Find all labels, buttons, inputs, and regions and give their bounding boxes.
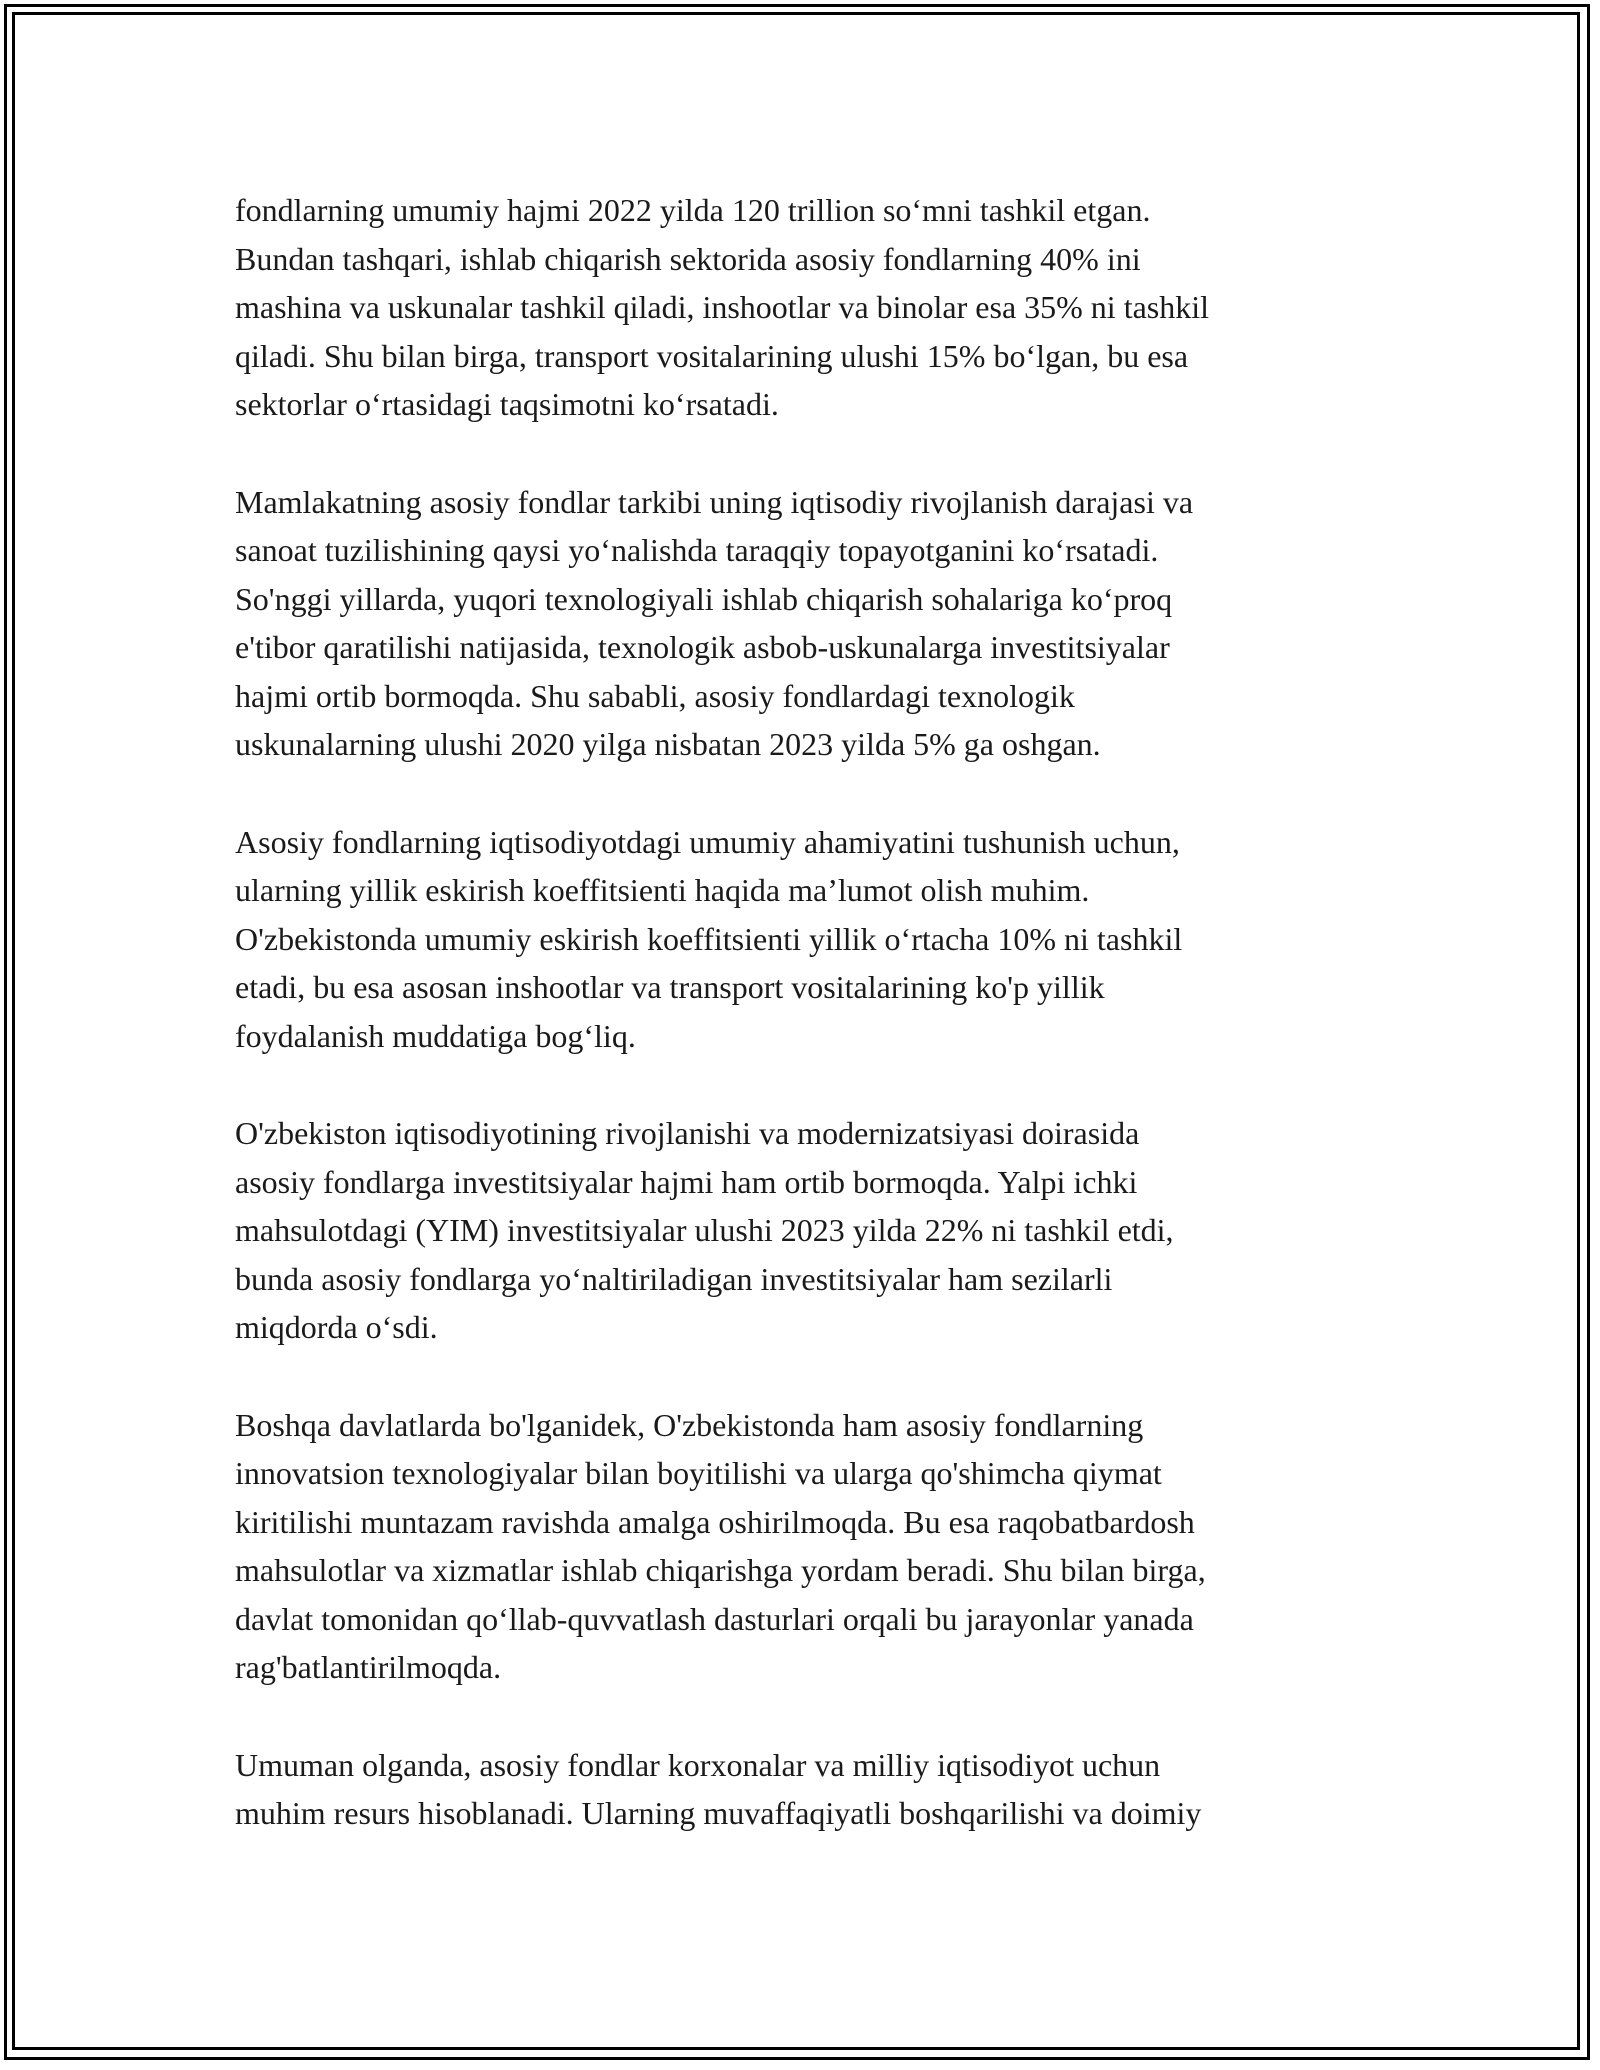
paragraph-3 xyxy=(235,818,1365,1061)
text-line: Asosiy fondlarning iqtisodiyotdagi umumiy ahamiyatini tushunish uchun, xyxy=(235,823,1180,860)
text-line: asosiy fondlarga investitsiyalar hajmi ham ortib bormoqda. Yalpi ichki xyxy=(235,1163,1138,1200)
text-line: qiladi. Shu bilan birga, transport vositalarining ulushi 15% bo‘lgan, bu esa xyxy=(235,337,1189,374)
text-line: mahsulotdagi (YIM) investitsiyalar ulushi 2023 yilda 22% ni tashkil etdi, xyxy=(235,1212,1174,1248)
paragraph-2 xyxy=(235,478,1365,769)
text-line: mashina va uskunalar tashkil qiladi, inshootlar va binolar esa 35% ni tashkil xyxy=(235,289,1210,325)
text-line: muhim resurs hisoblanadi. Ularning muvaffaqiyatli boshqarilishi va doimiy xyxy=(235,1795,1202,1831)
text-line: Mamlakatning asosiy fondlar tarkibi uning iqtisodiy rivojlanish darajasi va xyxy=(235,483,1194,520)
text-line: ularning yillik eskirish koeffitsienti haqida ma’lumot olish muhim. xyxy=(235,872,1090,908)
text-line: Boshqa davlatlarda bo'lganidek, O'zbekistonda ham asosiy fondlarning xyxy=(235,1406,1144,1443)
text-line: uskunalarning ulushi 2020 yilga nisbatan 2023 yilda 5% ga oshgan. xyxy=(235,726,1101,762)
text-line: So'nggi yillarda, yuqori texnologiyali ishlab chiqarish sohalariga ko‘proq xyxy=(235,580,1173,617)
text-line: Bundan tashqari, ishlab chiqarish sektorida asosiy fondlarning 40% ini xyxy=(235,240,1141,277)
paragraph-5 xyxy=(235,1401,1365,1692)
text-line: bunda asosiy fondlarga yo‘naltiriladigan investitsiyalar ham sezilarli xyxy=(235,1260,1113,1297)
document-body xyxy=(235,186,1365,1887)
text-line: mahsulotlar va xizmatlar ishlab chiqarishga yordam beradi. Shu bilan birga, xyxy=(235,1552,1206,1588)
text-line: Umuman olganda, asosiy fondlar korxonalar va milliy iqtisodiyot uchun xyxy=(235,1746,1161,1783)
text-line: foydalanish muddatiga bog‘liq. xyxy=(235,1017,636,1054)
text-line: hajmi ortib bormoqda. Shu sababli, asosiy fondlardagi texnologik xyxy=(235,677,1075,714)
paragraph-1 xyxy=(235,186,1365,429)
text-line: etadi, bu esa asosan inshootlar va transport vositalarining ko'p yillik xyxy=(235,969,1105,1005)
text-line: davlat tomonidan qo‘llab-quvvatlash dasturlari orqali bu jarayonlar yanada xyxy=(235,1600,1194,1637)
paragraph-6 xyxy=(235,1741,1365,1838)
text-line: kiritilishi muntazam ravishda amalga oshirilmoqda. Bu esa raqobatbardosh xyxy=(235,1503,1195,1540)
text-line: innovatsion texnologiyalar bilan boyitilishi va ularga qo'shimcha qiymat xyxy=(235,1455,1162,1491)
text-line: rag'batlantirilmoqda. xyxy=(235,1649,502,1685)
text-line: sanoat tuzilishining qaysi yo‘nalishda taraqqiy topayotganini ko‘rsatadi. xyxy=(235,532,1159,568)
text-line: O'zbekiston iqtisodiyotining rivojlanishi va modernizatsiyasi doirasida xyxy=(235,1115,1140,1151)
text-line: sektorlar o‘rtasidagi taqsimotni ko‘rsatadi. xyxy=(235,386,779,422)
text-line: e'tibor qaratilishi natijasida, texnologik asbob-uskunalarga investitsiyalar xyxy=(235,629,1170,665)
paragraph-4 xyxy=(235,1109,1365,1352)
text-line: miqdorda o‘sdi. xyxy=(235,1309,438,1345)
text-line: O'zbekistonda umumiy eskirish koeffitsienti yillik o‘rtacha 10% ni tashkil xyxy=(235,920,1183,957)
text-line: fondlarning umumiy hajmi 2022 yilda 120 trillion so‘mni tashkil etgan. xyxy=(235,192,1151,228)
